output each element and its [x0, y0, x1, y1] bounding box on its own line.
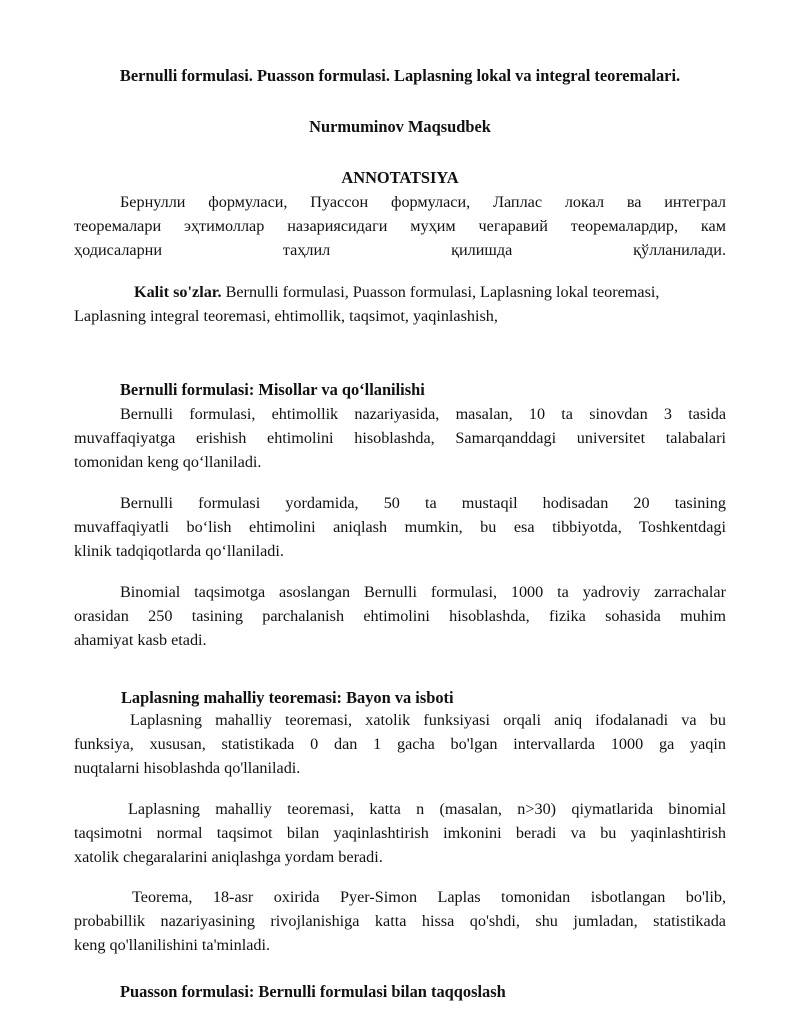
annotation-paragraph — [74, 190, 726, 262]
laplas-paragraph-1 — [74, 708, 726, 780]
paragraph-line: muvaffaqiyatli bo‘lish ehtimolini aniqlash mumkin, bu esa tibbiyotda, Toshkentdagi — [74, 518, 726, 536]
paragraph-line: Bernulli formulasi, ehtimollik nazariyasida, masalan, 10 ta sinovdan 3 tasida — [120, 405, 726, 423]
paragraph-line: klinik tadqiqotlarda qo‘llaniladi. — [74, 542, 284, 560]
paragraph-line: Binomial taqsimotga asoslangan Bernulli formulasi, 1000 ta yadroviy zarrachalar — [120, 583, 726, 601]
bernulli-paragraph-1 — [74, 402, 726, 474]
laplas-paragraph-3 — [74, 885, 726, 957]
paragraph-line: funksiya, xususan, statistikada 0 dan 1 gacha bo'lgan intervallarda 1000 ga yaqin — [74, 735, 726, 753]
document-title: Bernulli formulasi. Puasson formulasi. Laplasning lokal va integral teoremalari. — [119, 66, 681, 85]
section-heading-laplas: Laplasning mahalliy teoremasi: Bayon va isboti — [121, 688, 454, 707]
section-heading-bernulli: Bernulli formulasi: Misollar va qo‘llanilishi — [120, 380, 425, 399]
author-name: Nurmuminov Maqsudbek — [309, 117, 491, 136]
keywords-text: Bernulli formulasi, Puasson formulasi, Laplasning lokal teoremasi, — [221, 283, 660, 301]
paragraph-line: keng qo'llanilishini ta'minladi. — [74, 936, 271, 954]
annotation-line: ҳодисаларни таҳлил қилишда қўлланилади. — [74, 241, 726, 259]
paragraph-line: muvaffaqiyatga erishish ehtimolini hisoblashda, Samarqanddagi universitet talabalari — [74, 429, 726, 447]
paragraph-line: orasidan 250 tasining parchalanish ehtimolini hisoblashda, fizika sohasida muhim — [74, 607, 726, 625]
keywords-label: Kalit so'zlar. — [134, 283, 222, 301]
section-heading-puasson: Puasson formulasi: Bernulli formulasi bilan taqqoslash — [120, 982, 506, 1001]
annotation-line: Бернулли формуласи, Пуассон формуласи, Лаплас локал ва интеграл — [120, 193, 726, 211]
annotation-heading: ANNOTATSIYA — [341, 168, 459, 187]
paragraph-line: xatolik chegaralarini aniqlashga yordam beradi. — [74, 848, 383, 866]
paragraph-line: ahamiyat kasb etadi. — [74, 631, 207, 649]
keywords-paragraph — [74, 280, 726, 328]
laplas-paragraph-2 — [74, 797, 726, 869]
paragraph-line: probabillik nazariyasining rivojlanishiga katta hissa qo'shdi, shu jumladan, statistikada — [74, 912, 726, 930]
keywords-line: Laplasning integral teoremasi, ehtimollik, taqsimot, yaqinlashish, — [74, 307, 498, 325]
bernulli-paragraph-3 — [74, 580, 726, 652]
keywords-line — [74, 280, 726, 304]
paragraph-line: Laplasning mahalliy teoremasi, xatolik funksiyasi orqali aniq ifodalanadi va bu — [130, 711, 726, 729]
paragraph-line: Teorema, 18-asr oxirida Pyer-Simon Laplas tomonidan isbotlangan bo'lib, — [132, 888, 726, 906]
annotation-line: теоремалари эҳтимоллар назариясидаги муҳим чегаравий теоремалардир, кам — [74, 217, 726, 235]
paragraph-line: nuqtalarni hisoblashda qo'llaniladi. — [74, 759, 301, 777]
paragraph-line: tomonidan keng qo‘llaniladi. — [74, 453, 262, 471]
paragraph-line: Bernulli formulasi yordamida, 50 ta mustaqil hodisadan 20 tasining — [120, 494, 726, 512]
bernulli-paragraph-2 — [74, 491, 726, 563]
paragraph-line: Laplasning mahalliy teoremasi, katta n (masalan, n>30) qiymatlarida binomial — [128, 800, 726, 818]
paragraph-line: taqsimotni normal taqsimot bilan yaqinlashtirish imkonini beradi va bu yaqinlashtirish — [74, 824, 726, 842]
